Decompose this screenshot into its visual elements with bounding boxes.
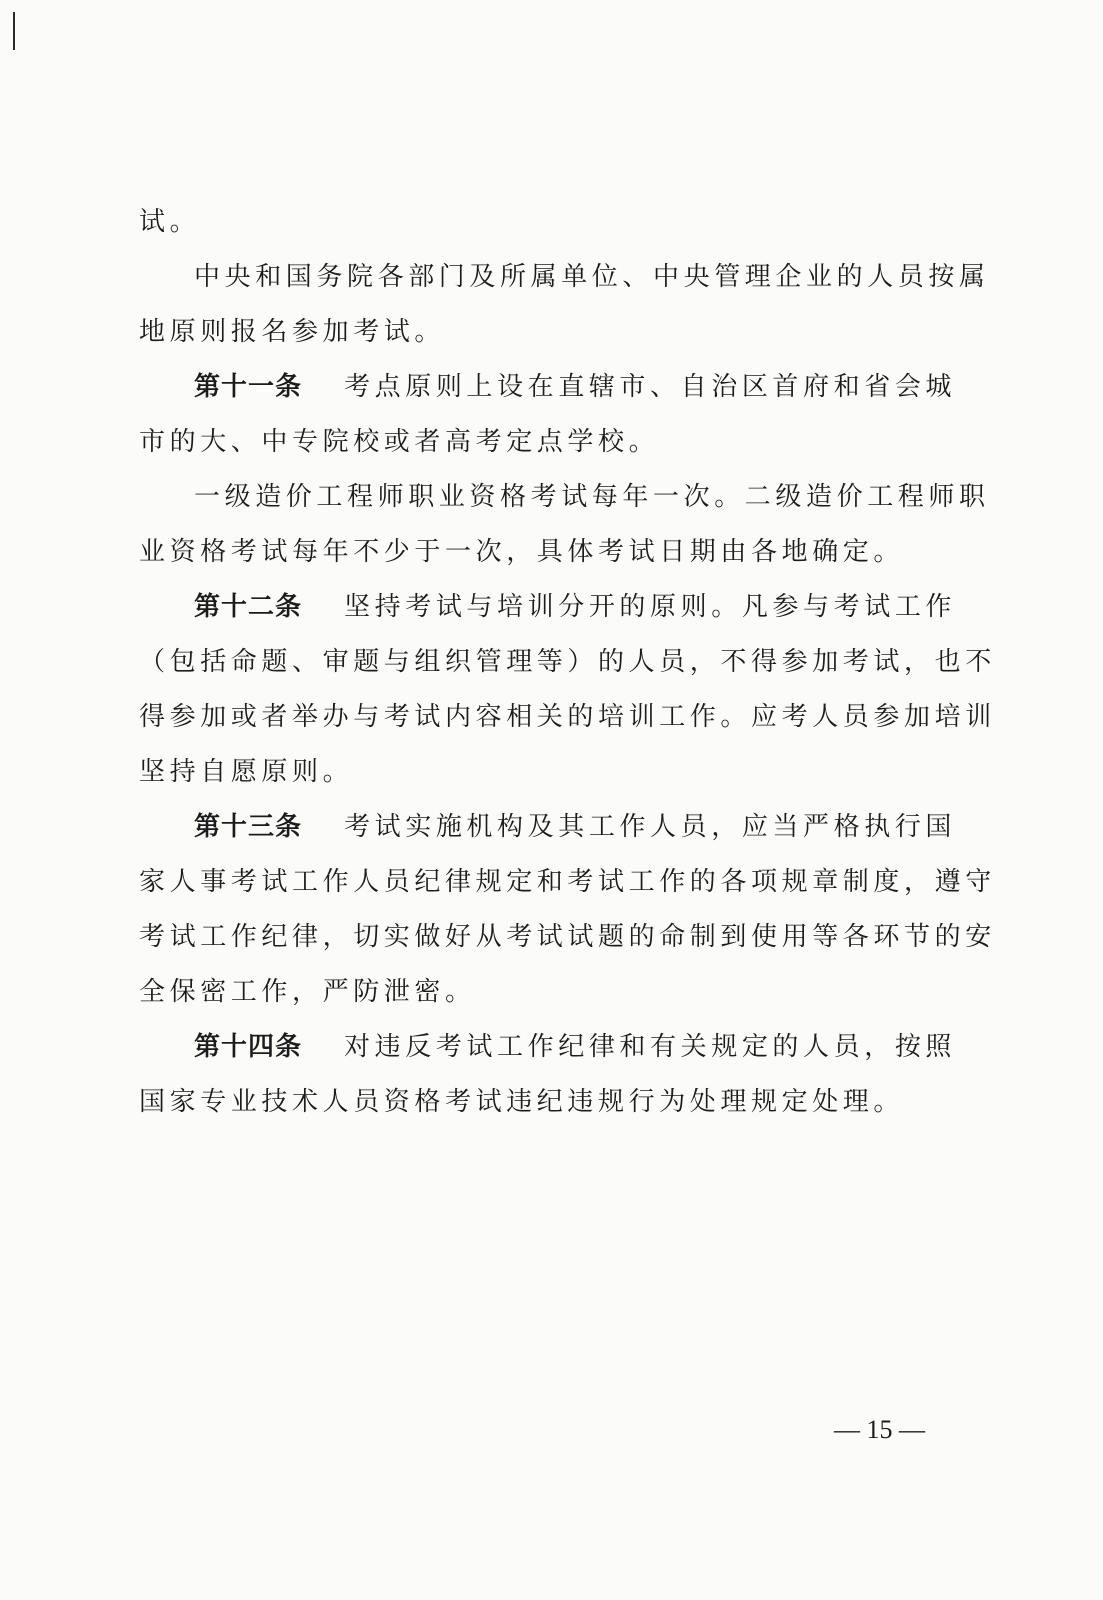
article-11-heading-line (139, 360, 959, 415)
line-text: 一级造价工程师职业资格考试每年一次。二级造价工程师职 (194, 482, 990, 512)
line-text: 考试工作纪律，切实做好从考试试题的命制到使用等各环节的安 (139, 922, 996, 952)
text-line (139, 910, 996, 965)
line-text: 考点原则上设在直辖市、自治区首府和省会城 (344, 372, 957, 402)
article-number: 第十三条 (194, 812, 303, 842)
line-text: 试。 (139, 207, 201, 237)
line-text: 全保密工作，严防泄密。 (139, 977, 476, 1007)
text-line (139, 855, 996, 910)
paragraph-start-line (139, 250, 990, 305)
article-12-heading-line (139, 580, 959, 635)
scan-edge-mark (13, 12, 15, 50)
text-line (139, 305, 959, 360)
paragraph-start-line (139, 470, 990, 525)
line-text: 市的大、中专院校或者高考定点学校。 (139, 427, 660, 457)
line-text: 对违反考试工作纪律和有关规定的人员，按照 (344, 1032, 957, 1062)
line-text: 地原则报名参加考试。 (139, 317, 446, 347)
line-text: 考试实施机构及其工作人员，应当严格执行国 (344, 812, 957, 842)
text-line (139, 965, 959, 1020)
text-line (139, 1075, 959, 1130)
text-line (139, 690, 996, 745)
text-line (139, 745, 959, 800)
line-text: 家人事考试工作人员纪律规定和考试工作的各项规章制度，遵守 (139, 867, 996, 897)
line-text: 得参加或者举办与考试内容相关的培训工作。应考人员参加培训 (139, 702, 996, 732)
line-text: 国家专业技术人员资格考试违纪违规行为处理规定处理。 (139, 1087, 905, 1117)
article-number: 第十四条 (194, 1032, 303, 1062)
line-text: 坚持考试与培训分开的原则。凡参与考试工作 (344, 592, 957, 622)
line-text: 中央和国务院各部门及所属单位、中央管理企业的人员按属 (194, 262, 990, 292)
document-body (139, 195, 996, 1130)
article-number: 第十一条 (194, 372, 303, 402)
article-number: 第十二条 (194, 592, 303, 622)
text-line (139, 415, 959, 470)
text-line (139, 195, 959, 250)
text-line (139, 635, 996, 690)
page-number: — 15 — (834, 1415, 925, 1444)
article-14-heading-line (139, 1020, 959, 1075)
text-line (139, 525, 959, 580)
article-13-heading-line (139, 800, 959, 855)
line-text: （包括命题、审题与组织管理等）的人员，不得参加考试，也不 (139, 647, 996, 677)
line-text: 业资格考试每年不少于一次，具体考试日期由各地确定。 (139, 537, 905, 567)
line-text: 坚持自愿原则。 (139, 757, 354, 787)
